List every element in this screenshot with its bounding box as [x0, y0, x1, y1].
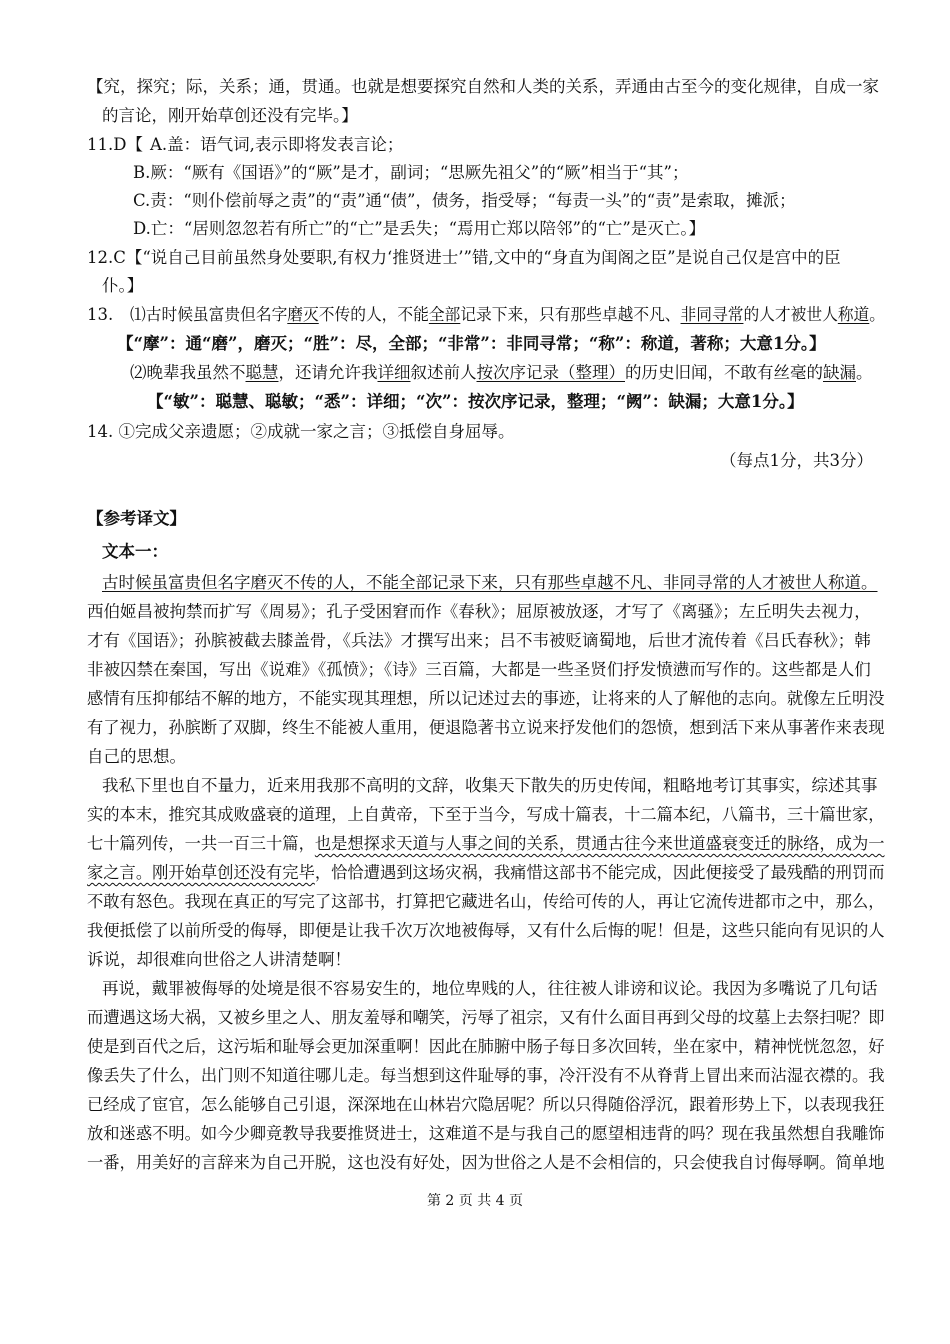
q14-answer: 14. ①完成父亲遗愿；②成就一家之言；③抵偿自身屈辱。 [87, 422, 515, 441]
page-number-footer: 第 2 页 共 4 页 [426, 1193, 524, 1209]
translation-p3-line: 而遭遇这场大祸，又被乡里之人、朋友羞辱和嘲笑，污辱了祖宗，又有什么面目再到父母的坟墓上去祭扫呢？即 [87, 1008, 885, 1027]
q13-s1-note: 【“摩”：通“磨”，磨灭；“胜”：尽，全部；“非常”：非同寻常；“称”：称道，著称；大意1分。】 [117, 334, 826, 353]
q13-s1-keyword-1: 磨灭 [287, 305, 319, 324]
translation-p2-line: 我私下里也自不量力，近来用我那不高明的文辞，收集天下散失的历史传闻，粗略地考订其事实，综述其事 [102, 776, 878, 795]
translation-p1-line: 非被囚禁在秦国，写出《说难》《孤愤》；《诗》三百篇，大都是一些圣贤们抒发愤懑而写作的。这些都是人们 [87, 660, 871, 679]
translation-p1-line: 感情有压抑郁结不解的地方，不能实现其理想，所以记述过去的事迹，让将来的人了解他的志向。就像左丘明没 [87, 689, 885, 708]
translation-subheading: 文本一： [102, 542, 168, 561]
translation-p2-line: 不敢有怒色。我现在真正的写完了这部书，打算把它藏进名山，传给可传的人，再让它流传进都市之中，那么， [87, 892, 885, 911]
translation-p1-line: 才有《国语》；孙膑被截去膝盖骨，《兵法》才撰写出来；吕不韦被贬谪蜀地，后世才流传着《吕氏春秋》；韩 [87, 631, 871, 650]
q13-sentence2: ⑵晚辈我虽然不聪慧，还请允许我详细叙述前人按次序记录（整理）的历史旧闻，不敢有丝毫的缺漏。 [130, 363, 873, 382]
q14-score: （每点1分，共3分） [720, 451, 873, 470]
translation-p3-line: 放和迷惑不明。如今少卿竟教导我要推贤进士，这难道不是与我自己的愿望相违背的吗？现在我虽然想自我雕饰 [87, 1124, 885, 1143]
translation-p3-line: 再说，戴罪被侮辱的处境是很不容易安生的，地位卑贱的人，往往被人诽谤和议论。我因为多嘴说了几句话 [102, 979, 878, 998]
translation-p2-line-wavy: 七十篇列传，一共一百三十篇，也是想探求天道与人事之间的关系，贯通古往今来世道盛衰变迁的脉络，成为一 [87, 834, 885, 853]
translation-p1-line: 有了视力，孙膑断了双脚，终生不能被人重用，便退隐著书立说来抒发他们的怨愤，想到活下来从事著作来表现 [87, 718, 885, 737]
q13-s2-keyword-4: 缺漏 [823, 363, 856, 382]
q13-s2-keyword-3: 按次序记录（整理） [476, 363, 625, 382]
q13-s1-keyword-2: 全部 [428, 305, 461, 324]
q13-s1-keyword-4: 称道 [837, 305, 870, 324]
translation-p3-line: 一番，用美好的言辞来为自己开脱，这也没有好处，因为世俗之人是不会相信的，只会使我自讨侮辱啊。简单地 [87, 1153, 885, 1172]
q12-line1: 12.C【“说自己目前虽然身处要职,有权力‘推贤进士’”错,文中的“身直为闺阁之臣”是说自己仅是宫中的臣 [87, 248, 841, 267]
q11-label: 11.D【 [87, 135, 143, 154]
translation-heading: 【参考译文】 [87, 509, 186, 528]
q11-option-d: D.亡：“居则忽忽若有所亡”的“亡”是丢失；“焉用亡郑以陪邻”的“亡”是灭亡。】 [133, 219, 706, 238]
q11-option-c: C.责：“则仆偿前辱之责”的“责”通“债”，债务，指受辱；“每责一头”的“责”是索取，摊派； [133, 191, 796, 210]
translation-p1-line: 自己的思想。 [87, 747, 186, 766]
translation-p2-line: 实的本末，推究其成败盛衰的道理，上自黄帝，下至于当今，写成十篇表，十二篇本纪，八篇书，三十篇世家， [87, 805, 885, 824]
q13-s2-keyword-1: 聪慧 [245, 363, 279, 382]
translation-p2-line-wavy: 家之言。刚开始草创还没有完毕，恰恰遭遇到这场灾祸，我痛惜这部书不能完成，因此便接受了最残酷的刑罚而 [87, 863, 885, 882]
translation-p3-line: 像丢失了什么，出门则不知道往哪儿走。每当想到这件耻辱的事，冷汗没有不从脊背上冒出来而沾湿衣襟的。我 [87, 1066, 885, 1085]
q11-option-b: B.厥：“厥有《国语》”的“厥”是才，副词；“思厥先祖父”的“厥”相当于“其”； [133, 163, 689, 182]
q13-s2-keyword-2: 详细 [377, 363, 411, 382]
q13-s2-note: 【“敏”：聪慧、聪敏；“悉”：详细；“次”：按次序记录，整理；“阙”：缺漏；大意1分。】 [147, 392, 804, 411]
q10-note-line2: 的言论，刚开始草创还没有完毕。】 [102, 106, 358, 125]
wavy-underlined-text: 也是想探求天道与人事之间的关系，贯通古往今来世道盛衰变迁的脉络，成为一 [314, 834, 885, 853]
q12-line2: 仆。】 [102, 276, 144, 295]
q13-s1-keyword-3: 非同寻常 [680, 305, 744, 324]
q13-sentence1: ⑴古时候虽富贵但名字磨灭不传的人，不能全部记录下来，只有那些卓越不凡、非同寻常的人才被世人称道。 [130, 305, 886, 324]
translation-p2-line: 我便抵偿了以前所受的侮辱，即便是让我千次万次地被侮辱，又有什么后悔的呢！但是，这些只能向有见识的人 [87, 921, 885, 940]
translation-p2-line: 诉说，却很难向世俗之人讲清楚啊！ [87, 950, 351, 969]
translation-p3-line: 使是到百代之后，这污垢和耻辱会更加深重啊！因此在肺腑中肠子每日多次回转，坐在家中，精神恍恍忽忽，好 [87, 1037, 885, 1056]
q10-note-line1: 【究，探究；际，关系；通，贯通。也就是想要探究自然和人类的关系，弄通由古至今的变化规律，自成一家 [87, 77, 879, 96]
translation-p3-line: 已经成了宦官，怎么能够自己引退，深深地在山林岩穴隐居呢？所以只得随俗浮沉，跟着形势上下，以表现我狂 [87, 1095, 885, 1114]
q11-option-a: A.盖：语气词,表示即将发表言论； [150, 135, 404, 154]
q13-number: 13. [87, 305, 114, 324]
wavy-underlined-text: 家之言。刚开始草创还没有完毕 [87, 863, 315, 882]
translation-p1-line: 西伯姬昌被拘禁而扩写《周易》；孔子受困窘而作《春秋》；屈原被放逐，才写了《离骚》；左丘明失去视力， [87, 602, 871, 621]
translation-p1-underlined: 古时候虽富贵但名字磨灭不传的人，不能全部记录下来，只有那些卓越不凡、非同寻常的人才被世人称道。 [102, 573, 878, 592]
